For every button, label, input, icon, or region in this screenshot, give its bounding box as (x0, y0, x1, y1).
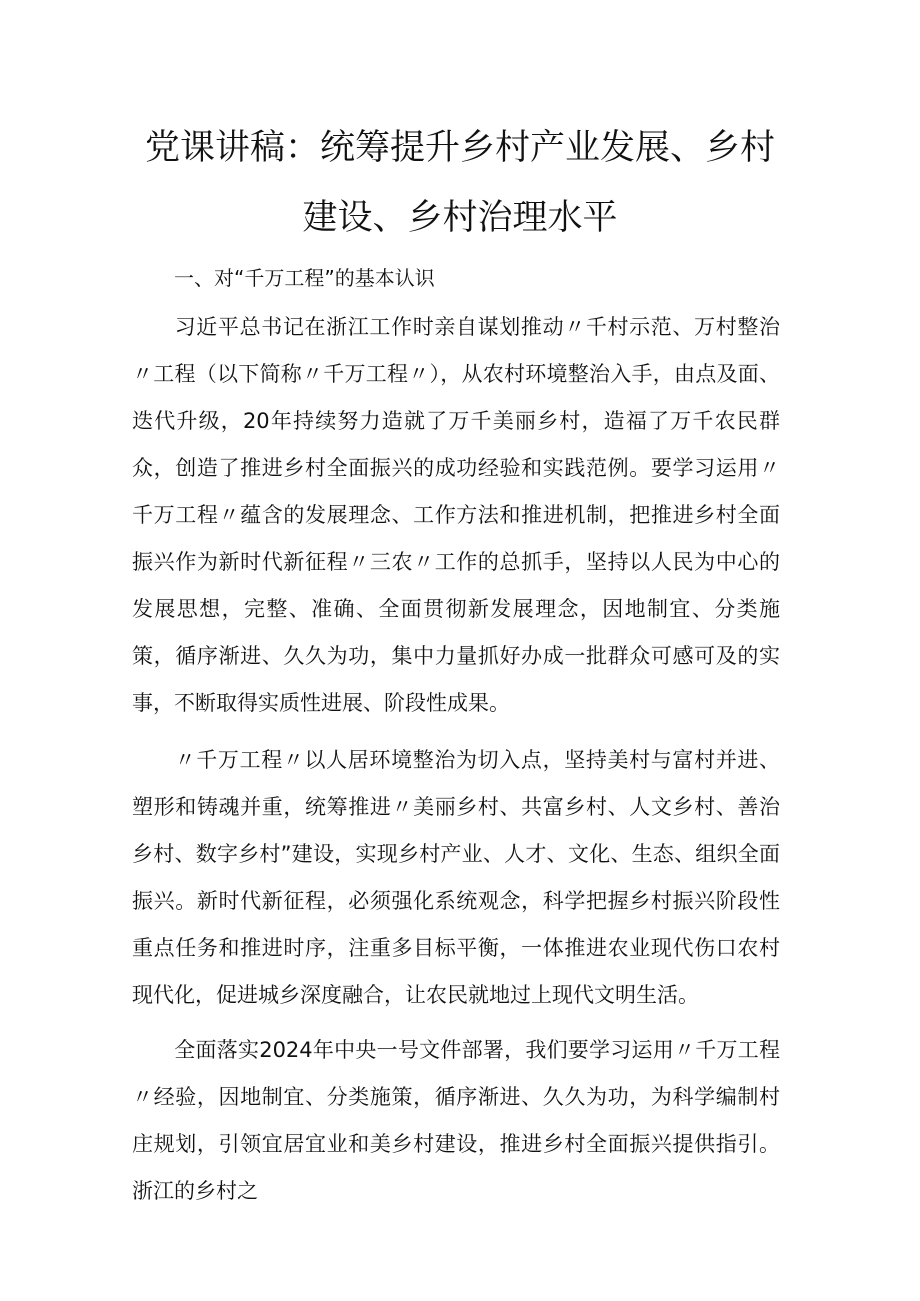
paragraph-2-text: 〃千万工程〃以人居环境整治为切入点，坚持美村与富村并进、塑形和铸魂并重，统筹推进〃美丽乡村、共富乡村、人文乡村、善治乡村、数字乡村”建设，实现乡村产业、人才、文化、生态、组织全面振兴。新时代新征程，必须强化系统观念，科学把握乡村振兴阶段性重点任务和推进时序，注重多目标平衡，一体推进农业现代伤口农村现代化，促进城乡深度融合，让农民就地过上现代文明生活。 (132, 748, 780, 1007)
section-heading: 一、对“千万工程”的基本认识 (174, 266, 435, 290)
paragraph-2 (132, 737, 780, 1019)
document-title-line-1: 党课讲稿：统筹提升乡村产业发展、乡村 (144, 128, 775, 168)
paragraph-1-text: 习近平总书记在浙江工作时亲自谋划推动〃千村示范、万村整治〃工程（以下简称〃千万工程〃），从农村环境整治入手，由点及面、迭代升级，20年持续努力造就了万千美丽乡村，造福了万千农民群众，创造了推进乡村全面振兴的成功经验和实践范例。要学习运用〃千万工程〃蕴含的发展理念、工作方法和推进机制，把推进乡村全面振兴作为新时代新征程〃三农〃工作的总抓手，坚持以人民为中心的发展思想，完整、准确、全面贯彻新发展理念，因地制宜、分类施策，循序渐进、久久为功，集中力量抓好办成一批群众可感可及的实事，不断取得实质性进展、阶段性成果。 (132, 315, 780, 715)
paragraph-1 (132, 304, 780, 727)
paragraph-3 (132, 1027, 780, 1215)
document-title-line-2: 建设、乡村治理水平 (302, 198, 618, 238)
paragraph-3-text: 全面落实2024年中央一号文件部署，我们要学习运用〃千万工程〃经验，因地制宜、分类施策，循序渐进、久久为功，为科学编制村庄规划，引领宜居宜业和美乡村建设，推进乡村全面振兴提供指引。浙江的乡村之 (132, 1038, 780, 1203)
